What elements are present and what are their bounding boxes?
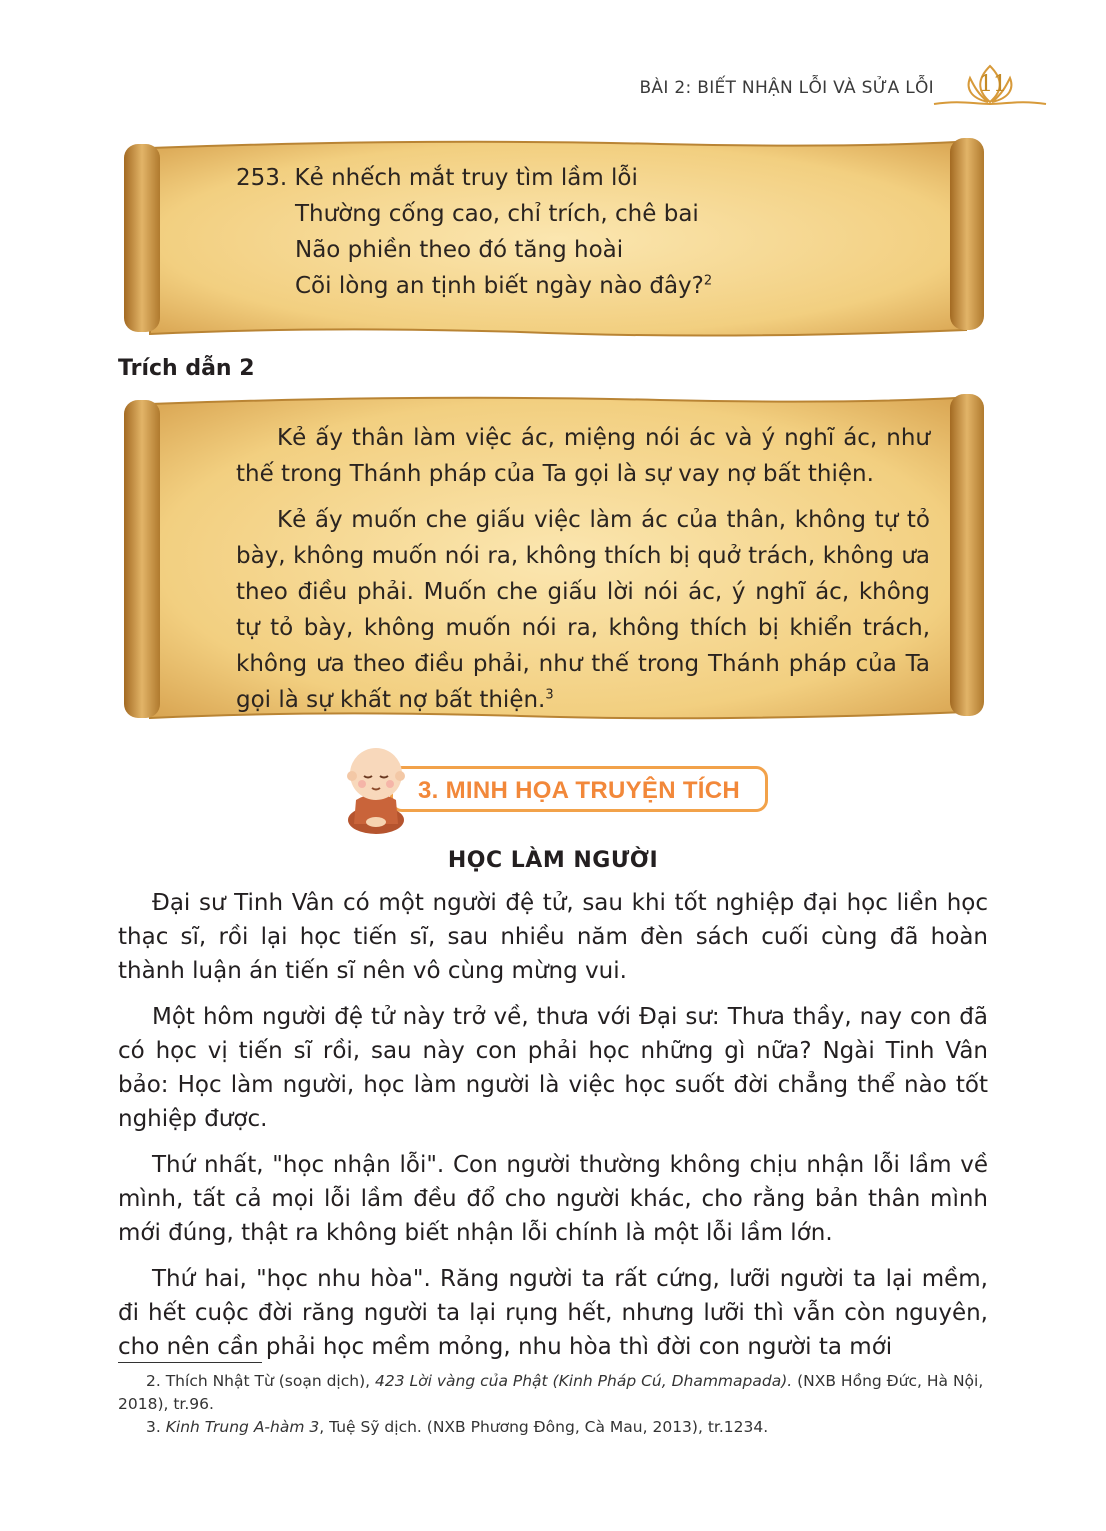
footnotes — [118, 1370, 988, 1439]
story-paragraph: Thứ nhất, "học nhận lỗi". Con người thường không chịu nhận lỗi lầm về mình, tất cả mọi lỗi lầm đều đổ cho người khác, cho rằng bản thân mình mới đúng, thật ra không biết nhận lỗi chính là một lỗi lầm lớn. — [118, 1152, 988, 1246]
footnote-divider — [118, 1362, 262, 1363]
verse-line-4-text: Cõi lòng an tịnh biết ngày nào đây? — [295, 273, 704, 299]
footnote-3-title: Kinh Trung A-hàm 3 — [165, 1418, 320, 1436]
verse-line-2: Thường cống cao, chỉ trích, chê bai — [295, 201, 699, 227]
verse-scroll — [120, 134, 986, 340]
story-title: HỌC LÀM NGƯỜI — [447, 848, 659, 873]
story-paragraph: Đại sư Tinh Vân có một người đệ tử, sau khi tốt nghiệp đại học liền học thạc sĩ, rồi lại học tiến sĩ, sau nhiều năm đèn sách cuối cùng đã hoàn thành luận án tiến sĩ nên vô cùng mừng vui. — [118, 890, 988, 984]
section-banner — [338, 738, 768, 838]
running-title: BÀI 2: BIẾT NHẬN LỖI VÀ SỬA LỖI — [639, 78, 934, 98]
footnote-3-prefix: 3. — [146, 1418, 166, 1436]
quote-paragraph-1: Kẻ ấy thân làm việc ác, miệng nói ác và ý nghĩ ác, như thế trong Thánh pháp của Ta gọi là sự vay nợ bất thiện. — [236, 425, 930, 487]
footnote-marker: 3 — [545, 687, 554, 703]
footnote-2-suffix: (NXB Hồng Đức, Hà Nội, 2018), tr.96. — [118, 1372, 984, 1413]
story-body — [118, 886, 988, 1376]
section-title: 3. MINH HỌA TRUYỆN TÍCH — [418, 777, 741, 804]
footnote-3 — [118, 1416, 988, 1439]
quote-scroll — [120, 388, 986, 724]
footnote-2-title: 423 Lời vàng của Phật (Kinh Pháp Cú, Dhammapada). — [374, 1372, 793, 1390]
quote-heading: Trích dẫn 2 — [118, 356, 255, 381]
footnote-3-suffix: , Tuệ Sỹ dịch. (NXB Phương Đông, Cà Mau, 2013), tr.1234. — [319, 1418, 769, 1436]
footnote-2 — [118, 1370, 988, 1416]
page-number: 11 — [979, 72, 1007, 97]
footnote-marker: 2 — [703, 273, 713, 289]
story-paragraph: Thứ hai, "học nhu hòa". Răng người ta rất cứng, lưỡi người ta lại mềm, đi hết cuộc đời răng người ta lại rụng hết, nhưng lưỡi thì vẫn còn nguyên, cho nên cần phải học mềm mỏng, nhu hòa thì đời con người ta mới — [118, 1266, 988, 1360]
quote-paragraph-2 — [236, 502, 930, 718]
story-paragraph: Một hôm người đệ tử này trở về, thưa với Đại sư: Thưa thầy, nay con đã có học vị tiến sĩ rồi, sau này con phải học những gì nữa? Ngài Tinh Vân bảo: Học làm người, học làm người là việc học suốt đời chẳng thể nào tốt nghiệp được. — [118, 1004, 988, 1132]
verse-line-3: Não phiền theo đó tăng hoài — [295, 237, 624, 263]
quote-paragraph-2-text: Kẻ ấy muốn che giấu việc làm ác của thân, không tự tỏ bày, không muốn nói ra, không thích bị quở trách, không ưa theo điều phải. Muốn che giấu lời nói ác, ý nghĩ ác, không tự tỏ bày, không muốn nói ra, không thích bị khiển trách, không ưa theo điều phải, như thế trong Thánh pháp của Ta gọi là sự khất nợ bất thiện. — [236, 507, 930, 713]
verse-line-1: 253. Kẻ nhếch mắt truy tìm lầm lỗi — [236, 165, 638, 191]
verse-line-4 — [236, 268, 936, 304]
footnote-2-prefix: 2. Thích Nhật Từ (soạn dịch), — [146, 1372, 375, 1390]
monk-illustration-icon — [338, 738, 418, 838]
